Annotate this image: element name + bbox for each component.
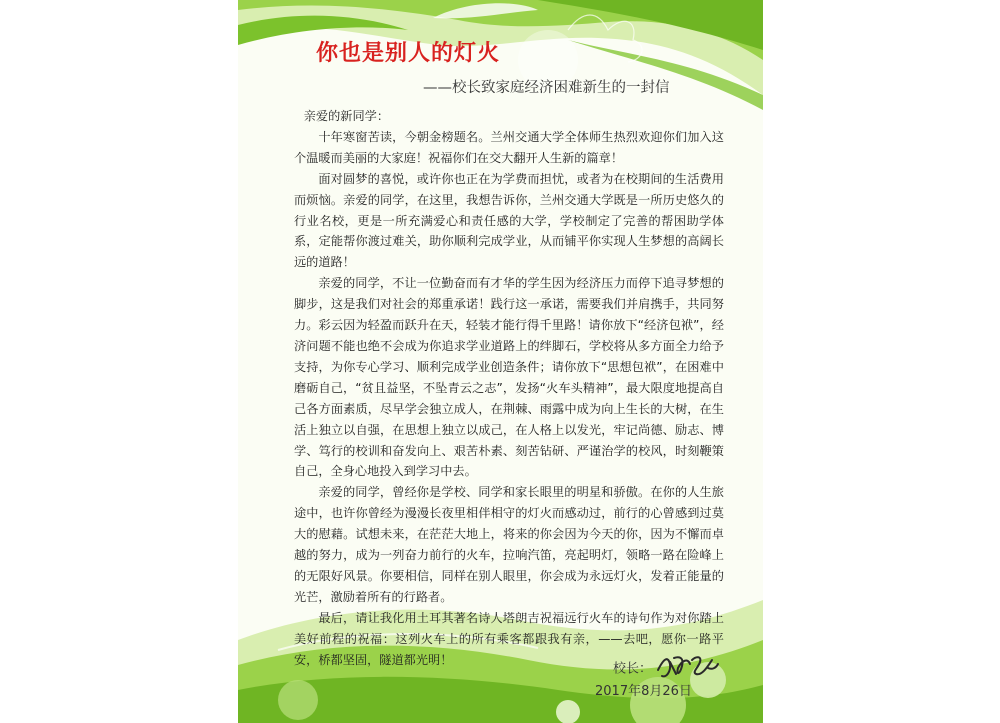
- paragraph-1: 十年寒窗苦读，今朝金榜题名。兰州交通大学全体师生热烈欢迎你们加入这个温暖而美丽的大家庭！祝福你们在交大翻开人生新的篇章！: [294, 129, 724, 165]
- signature-label: 校长：: [613, 661, 653, 677]
- letter-body: [294, 106, 724, 670]
- letter-subtitle: ——校长致家庭经济困难新生的一封信: [423, 80, 670, 96]
- paragraph-5: 最后，请让我化用土耳其著名诗人塔朗吉祝福远行火车的诗句作为对你踏上美好前程的祝福：这列火车上的所有乘客都跟我有亲，——去吧，愿你一路平安，桥都坚固，隧道都光明！: [294, 610, 724, 667]
- letter-date: 2017年8月26日: [595, 684, 692, 699]
- paragraph-3: 亲爱的同学，不让一位勤奋而有才华的学生因为经济压力而停下追寻梦想的脚步，这是我们对社会的郑重承诺！践行这一承诺，需要我们并肩携手，共同努力。彩云因为轻盈而跃升在天，轻装才能行得千里路！请你放下“经济包袱”，经济问题不能也绝不会成为你追求学业道路上的绊脚石，学校将从多方面全力给予支持，为你专心学习、顺利完成学业创造条件；请你放下“思想包袱”，在困难中磨砺自己，“贫且益坚，不坠青云之志”，发扬“火车头精神”，最大限度地提高自己各方面素质，尽早学会独立成人，在荆棘、雨露中成为向上生长的大树，在生活上独立以自强，在思想上独立以成己，在人格上以发光，牢记尚德、励志、博学、笃行的校训和奋发向上、艰苦朴素、刻苦钻研、严谨治学的校风，时刻鞭策自己，全身心地投入到学习中去。: [294, 276, 724, 479]
- greeting: 亲爱的新同学：: [303, 109, 390, 123]
- letter-title: 你也是别人的灯火: [316, 41, 501, 66]
- letter-poster: [238, 0, 763, 723]
- paragraph-2: 面对圆梦的喜悦，或许你也正在为学费而担忧，或者为在校期间的生活费用而烦恼。亲爱的同学，在这里，我想告诉你，兰州交通大学既是一所历史悠久的行业名校，更是一所充满爱心和责任感的大学，学校制定了完善的帮困助学体系，定能帮你渡过难关，助你顺利完成学业，从而铺平你实现人生梦想的高阔长远的道路！: [294, 171, 724, 270]
- paragraph-4: 亲爱的同学，曾经你是学校、同学和家长眼里的明星和骄傲。在你的人生旅途中，也许你曾经为漫漫长夜里相伴相守的灯火而感动过，前行的心曾感到过莫大的慰藉。试想未来，在茫茫大地上，将来的你会因为今天的你，因为不懈而卓越的努力，成为一列奋力前行的火车，拉响汽笛，亮起明灯，领略一路在险峰上的无限好风景。你要相信，同样在别人眼里，你会成为永远灯火，发着正能量的光芒，激励着所有的行路者。: [294, 485, 724, 604]
